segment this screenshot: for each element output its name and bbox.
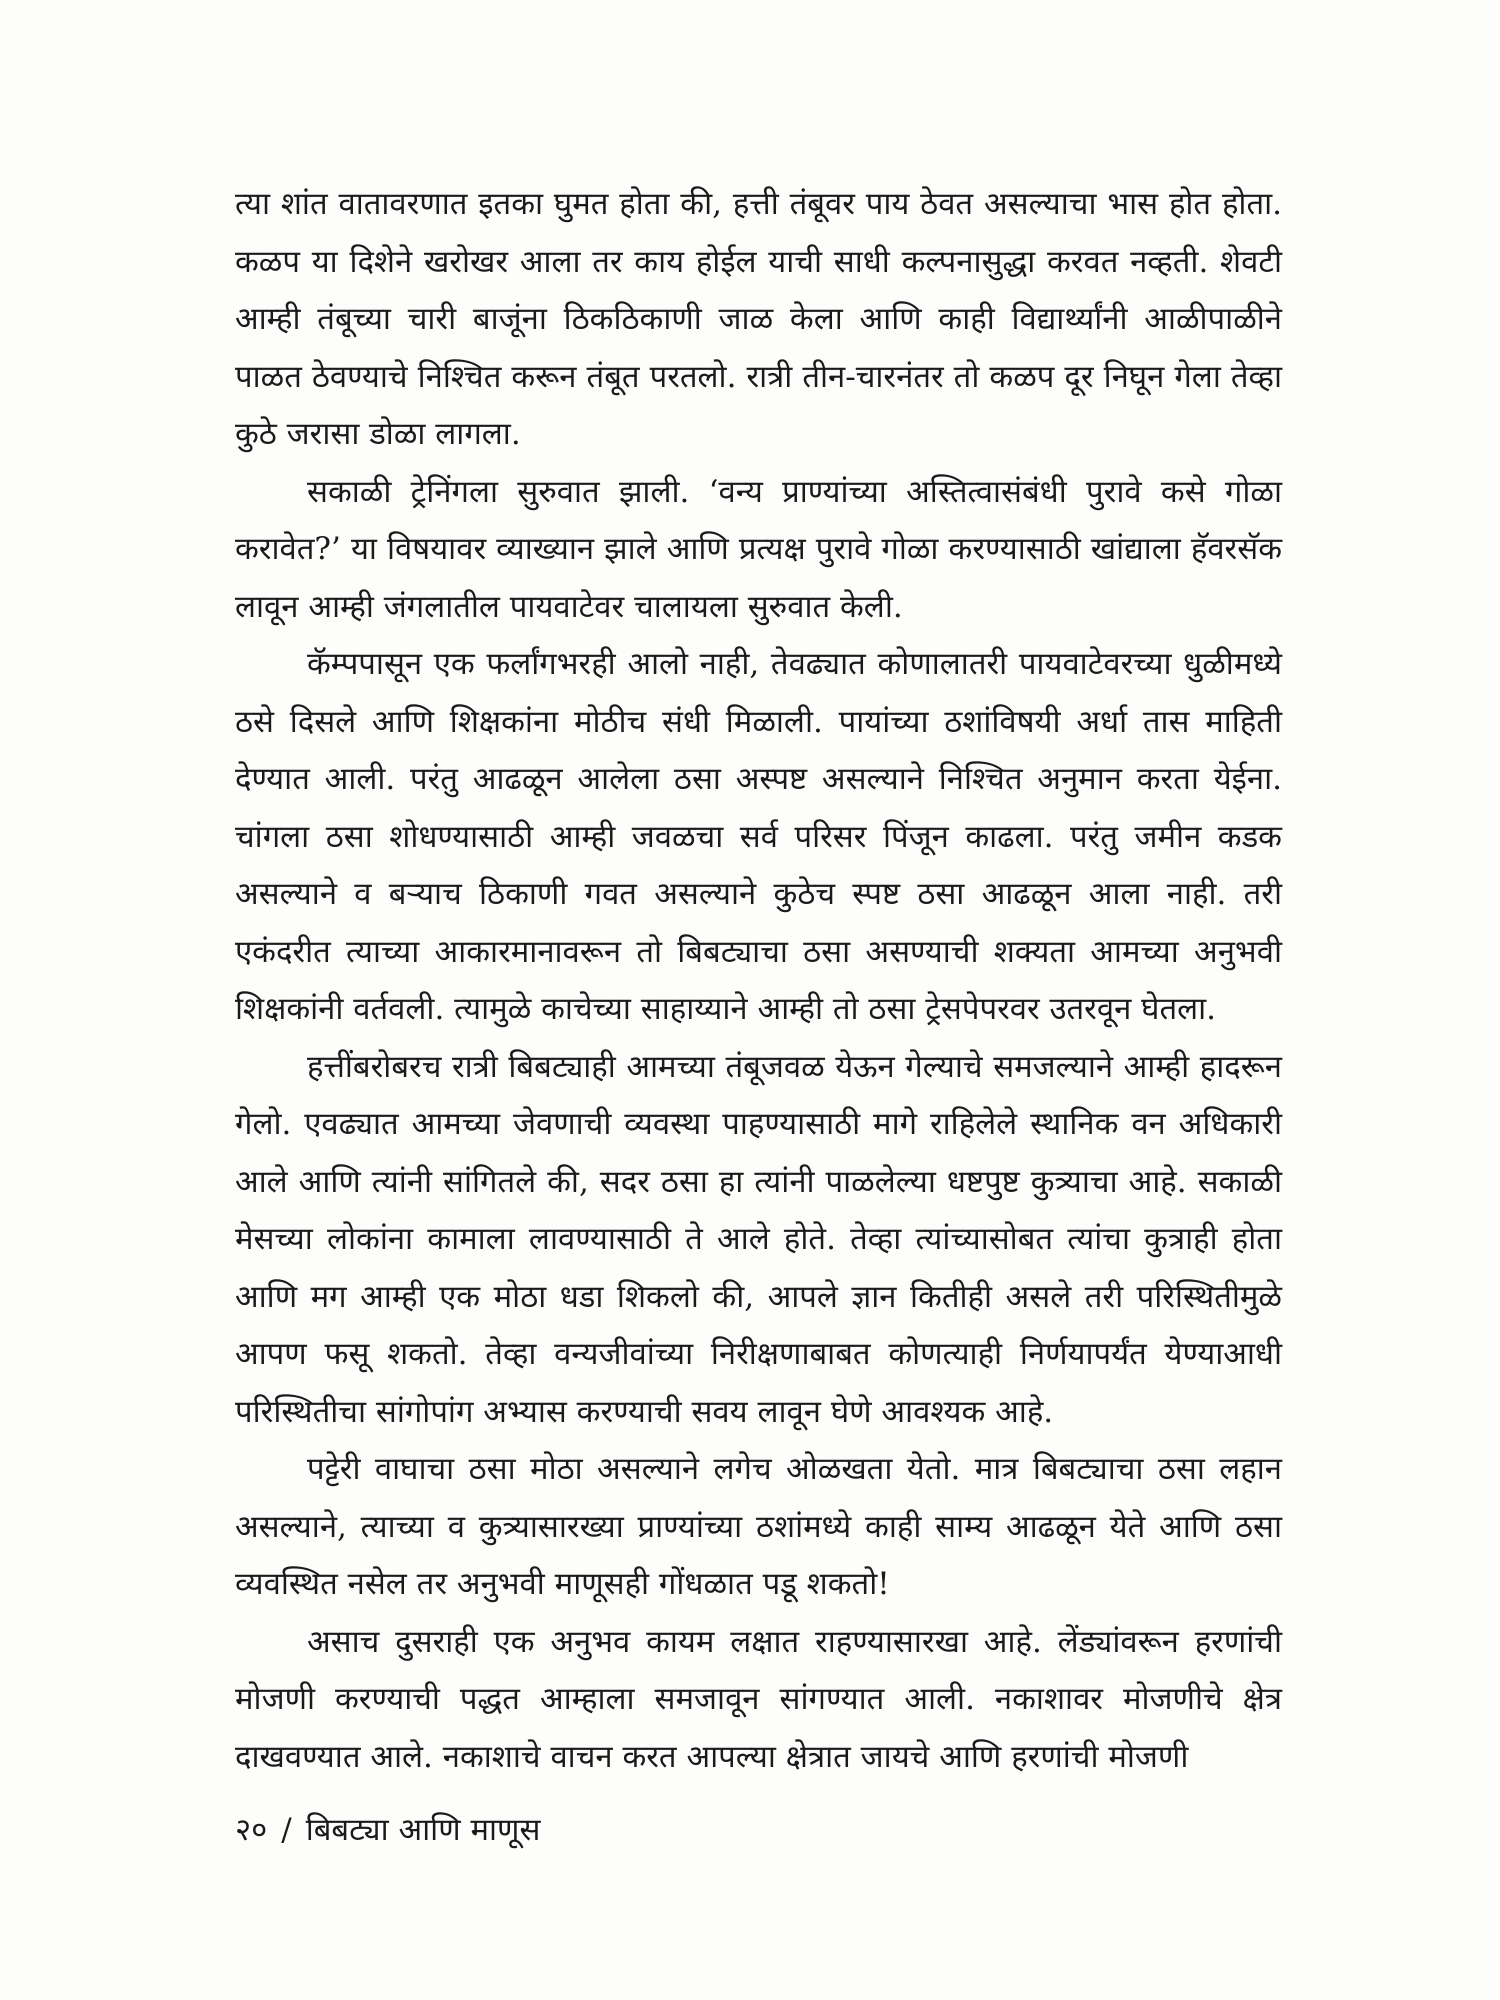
running-book-title: बिबट्या आणि माणूस — [305, 1812, 541, 1848]
paragraph-4: हत्तींबरोबरच रात्री बिबट्याही आमच्या तंबूजवळ येऊन गेल्याचे समजल्याने आम्ही हादरून गेलो. एवढ्यात आमच्या जेवणाची व्यवस्था पाहण्यासाठी मागे राहिलेले स्थानिक वन अधिकारी आले आणि त्यांनी सांगितले की, सदर ठसा हा त्यांनी पाळलेल्या धष्टपुष्ट कुत्र्याचा आहे. सकाळी मेसच्या लोकांना कामाला लावण्यासाठी ते आले होते. तेव्हा त्यांच्यासोबत त्यांचा कुत्राही होता आणि मग आम्ही एक मोठा धडा शिकलो की, आपले ज्ञान कितीही असले तरी परिस्थितीमुळे आपण फसू शकतो. तेव्हा वन्यजीवांच्या निरीक्षणाबाबत कोणत्याही निर्णयापर्यंत येण्याआधी परिस्थितीचा सांगोपांग अभ्यास करण्याची सवय लावून घेणे आवश्यक आहे. — [235, 1048, 1282, 1430]
paragraph-5: पट्टेरी वाघाचा ठसा मोठा असल्याने लगेच ओळखता येतो. मात्र बिबट्याचा ठसा लहान असल्याने, त्याच्या व कुत्र्यासारख्या प्राण्यांच्या ठशांमध्ये काही साम्य आढळून येते आणि ठसा व्यवस्थित नसेल तर अनुभवी माणूसही गोंधळात पडू शकतो! — [235, 1451, 1282, 1602]
footer-separator: / — [281, 1812, 292, 1848]
paragraph-3: कॅम्पपासून एक फर्लांगभरही आलो नाही, तेवढ्यात कोणालातरी पायवाटेवरच्या धुळीमध्ये ठसे दिसले आणि शिक्षकांना मोठीच संधी मिळाली. पायांच्या ठशांविषयी अर्धा तास माहिती देण्यात आली. परंतु आढळून आलेला ठसा अस्पष्ट असल्याने निश्चित अनुमान करता येईना. चांगला ठसा शोधण्यासाठी आम्ही जवळचा सर्व परिसर पिंजून काढला. परंतु जमीन कडक असल्याने व बऱ्याच ठिकाणी गवत असल्याने कुठेच स्पष्ट ठसा आढळून आला नाही. तरी एकंदरीत त्याच्या आकारमानावरून तो बिबट्याचा ठसा असण्याची शक्यता आमच्या अनुभवी शिक्षकांनी वर्तवली. त्यामुळे काचेच्या साहाय्याने आम्ही तो ठसा ट्रेसपेपरवर उतरवून घेतला. — [235, 646, 1282, 1027]
paragraph-1: त्या शांत वातावरणात इतका घुमत होता की, हत्ती तंबूवर पाय ठेवत असल्याचा भास होत होता. कळप या दिशेने खरोखर आला तर काय होईल याची साधी कल्पनासुद्धा करवत नव्हती. शेवटी आम्ही तंबूच्या चारी बाजूंना ठिकठिकाणी जाळ केला आणि काही विद्यार्थ्यांनी आळीपाळीने पाळत ठेवण्याचे निश्चित करून तंबूत परतलो. रात्री तीन-चारनंतर तो कळप दूर निघून गेला तेव्हा कुठे जरासा डोळा लागला. — [235, 186, 1282, 452]
paragraph-6: असाच दुसराही एक अनुभव कायम लक्षात राहण्यासारखा आहे. लेंड्यांवरून हरणांची मोजणी करण्याची पद्धत आम्हाला समजावून सांगण्यात आली. नकाशावर मोजणीचे क्षेत्र दाखवण्यात आले. नकाशाचे वाचन करत आपल्या क्षेत्रात जायचे आणि हरणांची मोजणी — [235, 1623, 1282, 1775]
page-number: २० — [235, 1812, 268, 1848]
paragraph-2: सकाळी ट्रेनिंगला सुरुवात झाली. ‘वन्य प्राण्यांच्या अस्तित्वासंबंधी पुरावे कसे गोळा करावेत?’ या विषयावर व्याख्यान झाले आणि प्रत्यक्ष पुरावे गोळा करण्यासाठी खांद्याला हॅवरसॅक लावून आम्ही जंगलातील पायवाटेवर चालायला सुरुवात केली. — [235, 473, 1282, 625]
page-footer — [235, 1810, 540, 1850]
page-body-text — [235, 176, 1282, 1786]
